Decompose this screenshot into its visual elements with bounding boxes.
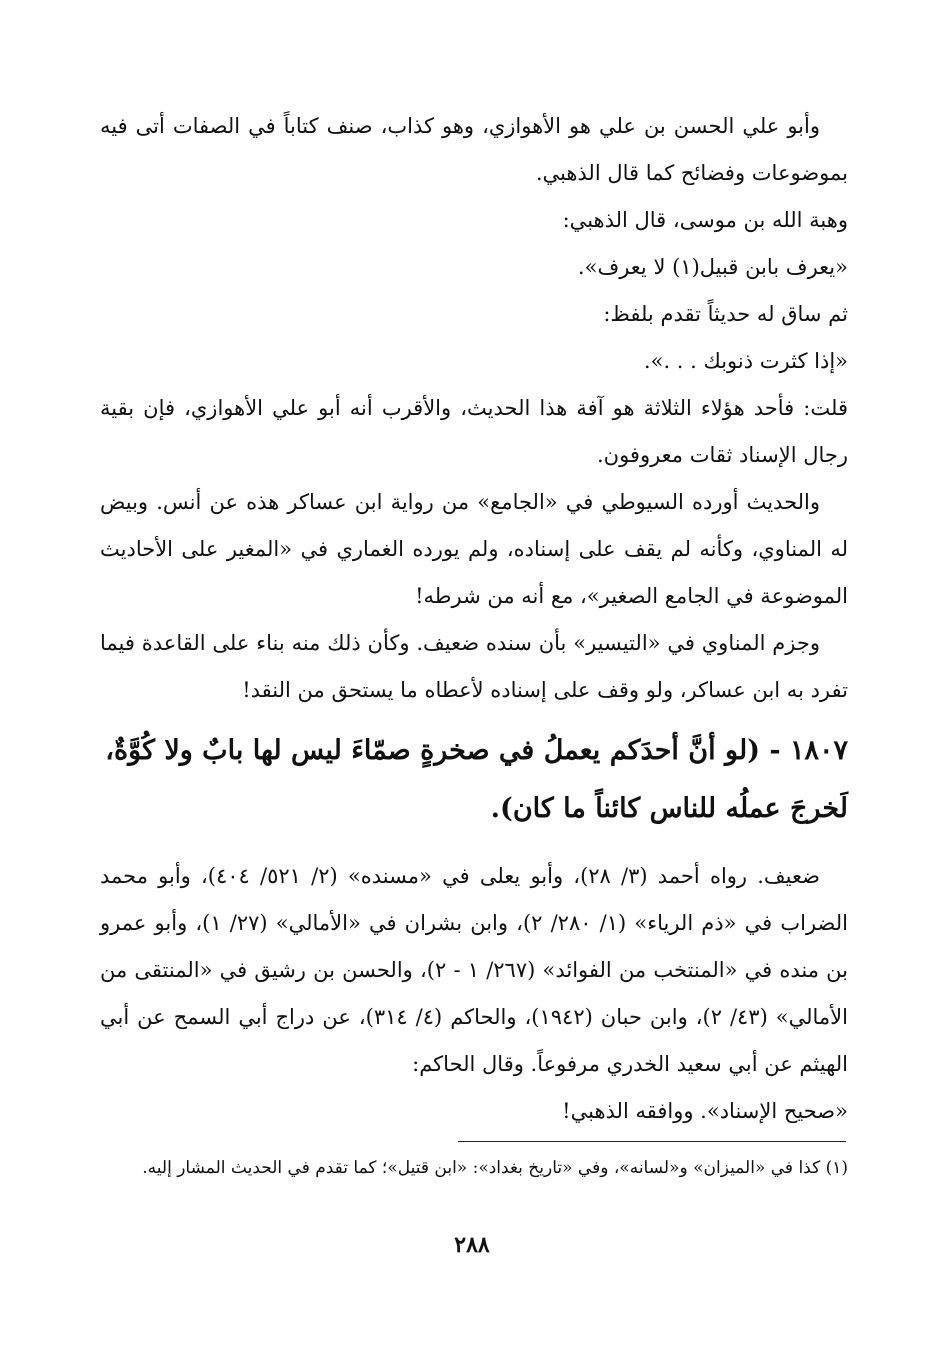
paragraph: والحديث أورده السيوطي في «الجامع» من رواية ابن عساكر هذه عن أنس. وبيض له المناوي، وكأنه لم يقف على إسناده، ولم يورده الغماري في «المغير على الأحاديث الموضوعة في الجامع الصغير»، مع أنه من شرطه!: [100, 490, 848, 608]
footnote-divider: [458, 1141, 846, 1142]
hadith-heading: [100, 722, 848, 838]
hadith-line: ١٨٠٧ - (لو أنَّ أحدَكم يعملُ في صخرةٍ صمّاءَ ليس لها بابٌ ولا كُوَّةٌ،: [105, 735, 848, 766]
quote-line: «إذا كثرت ذنوبك . . .».: [643, 349, 848, 373]
main-text: [100, 103, 848, 714]
page-number: ٢٨٨: [454, 1232, 490, 1258]
hadith-line: لَخرجَ عملُه للناس كائناً ما كان).: [490, 793, 848, 824]
paragraph: وجزم المناوي في «التيسير» بأن سنده ضعيف. وكأن ذلك منه بناء على القاعدة فيما تفرد به ابن عساكر، ولو وقف على إسناده لأعطاه ما يستحق من النقد!: [100, 631, 848, 702]
paragraph: وأبو علي الحسن بن علي هو الأهوازي، وهو كذاب، صنف كتاباً في الصفات أتى فيه بموضوعات وفضائح كما قال الذهبي.: [100, 114, 848, 185]
paragraph: ثم ساق له حديثاً تقدم بلفظ:: [603, 302, 848, 326]
paragraph: ضعيف. رواه أحمد (٣/ ٢٨)، وأبو يعلى في «مسنده» (٢/ ٥٢١/ ٤٠٤)، وأبو محمد الضراب في «ذم الرياء» (١/ ٢٨٠/ ٢)، وابن بشران في «الأمالي» (٢٧/ ١)، وأبو عمرو بن منده في «المنتخب من الفوائد» (٢٦٧/ ١ - ٢)، والحسن بن رشيق في «المنتقى من الأمالي» (٤٣/ ٢)، وابن حبان (١٩٤٢)، والحاكم (٤/ ٣١٤)، عن دراج أبي السمح عن أبي الهيثم عن أبي سعيد الخدري مرفوعاً. وقال الحاكم:: [100, 864, 848, 1076]
paragraph: وهبة الله بن موسى، قال الذهبي:: [562, 208, 848, 232]
footnote: [100, 1148, 848, 1188]
quote-line: «صحيح الإسناد». ووافقه الذهبي!: [562, 1099, 848, 1123]
takhrij-text: [100, 853, 848, 1135]
quote-line: «يعرف بابن قبيل(١) لا يعرف».: [577, 255, 848, 279]
footnote-text: (١) كذا في «الميزان» و«لسانه»، وفي «تاريخ بغداد»: «ابن قتيل»؛ كما تقدم في الحديث المشار إليه.: [142, 1158, 848, 1178]
paragraph: قلت: فأحد هؤلاء الثلاثة هو آفة هذا الحديث، والأقرب أنه أبو علي الأهوازي، فإن بقية رجال الإسناد ثقات معروفون.: [100, 396, 848, 467]
